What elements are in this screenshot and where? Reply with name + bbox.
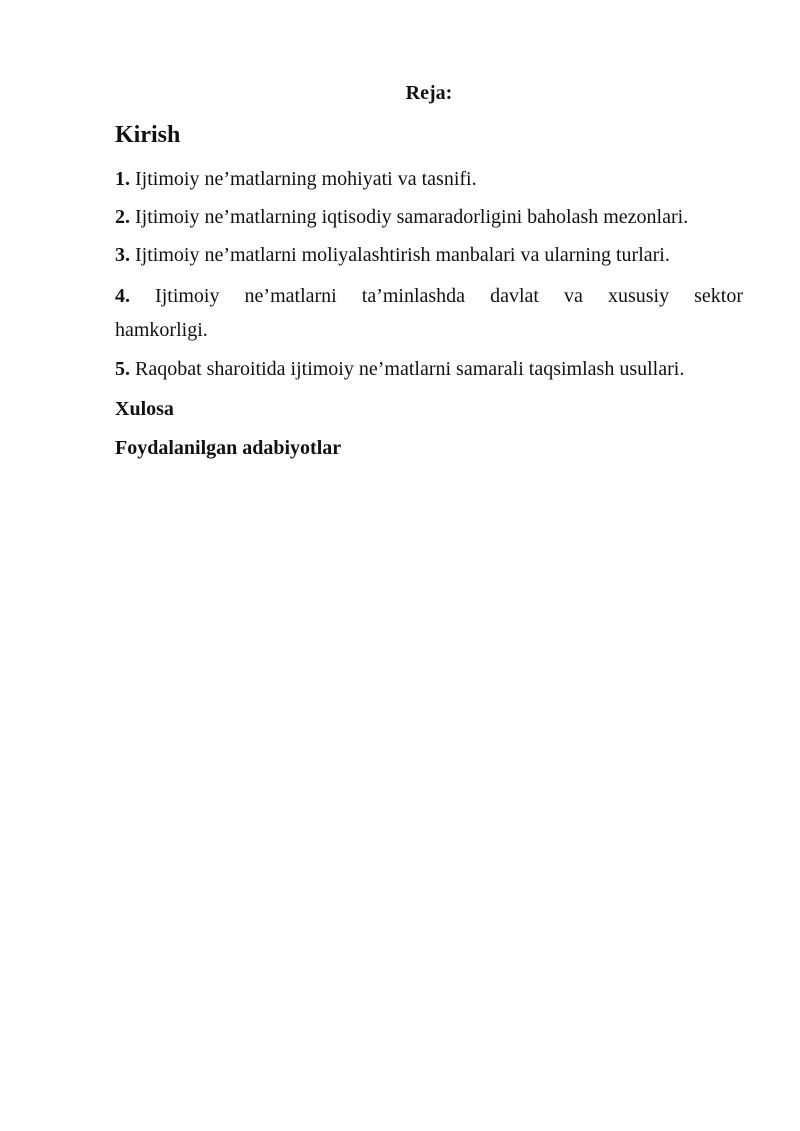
plan-item-2 xyxy=(115,204,743,230)
plan-item-number: 3. xyxy=(115,244,130,266)
plan-item-1 xyxy=(115,166,743,192)
plan-item-text: Ijtimoiy ne’matlarning mohiyati va tasnifi. xyxy=(135,168,477,190)
plan-item-text: Raqobat sharoitida ijtimoiy ne’matlarni samarali taqsimlash usullari. xyxy=(135,358,685,380)
plan-item-number: 2. xyxy=(115,206,130,228)
plan-item-number: 4. xyxy=(115,285,130,307)
plan-item-first-line xyxy=(115,279,743,313)
plan-item-text: Ijtimoiy ne’matlarni ta’minlashda davlat va xususiy sektor xyxy=(155,285,743,307)
section-conclusion: Xulosa xyxy=(115,398,174,420)
plan-item-text: Ijtimoiy ne’matlarning iqtisodiy samaradorligini baholash mezonlari. xyxy=(135,206,689,228)
plan-item-5 xyxy=(115,356,743,382)
page-title: Reja: xyxy=(405,82,453,104)
plan-item-4 xyxy=(115,279,743,347)
plan-item-text-continuation: hamkorligi. xyxy=(115,319,208,341)
plan-item-3 xyxy=(115,242,743,268)
plan-item-number: 1. xyxy=(115,168,130,190)
plan-item-text: Ijtimoiy ne’matlarni moliyalashtirish manbalari va ularning turlari. xyxy=(135,244,670,266)
plan-item-number: 5. xyxy=(115,358,130,380)
section-intro: Kirish xyxy=(115,122,181,148)
section-references: Foydalanilgan adabiyotlar xyxy=(115,437,342,459)
